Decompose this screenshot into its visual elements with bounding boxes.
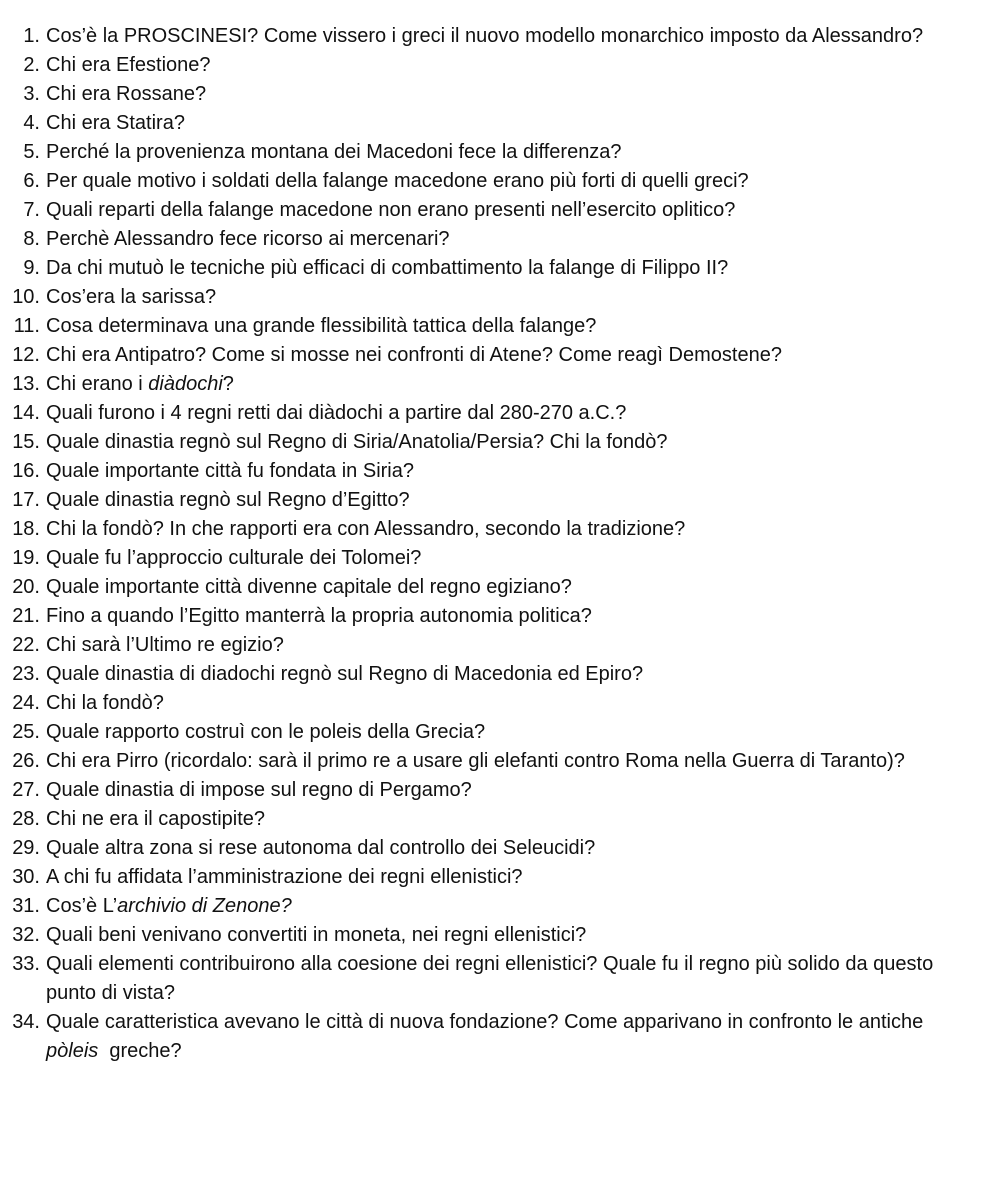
item-number: 25. (12, 721, 40, 743)
list-item (6, 254, 963, 283)
list-item (6, 80, 963, 109)
item-text: Quale dinastia di diadochi regnò sul Regno di Macedonia ed Epiro? (46, 663, 644, 685)
list-item (6, 834, 963, 863)
item-number: 13. (12, 373, 40, 395)
item-text: Per quale motivo i soldati della falange macedone erano più forti di quelli greci? (46, 170, 749, 192)
item-text: Quale importante città fu fondata in Siria? (46, 460, 414, 482)
list-item (6, 428, 963, 457)
list-item (6, 225, 963, 254)
item-number: 34. (12, 1011, 40, 1033)
item-text: Fino a quando l’Egitto manterrà la propria autonomia politica? (46, 605, 592, 627)
list-item (6, 631, 963, 660)
item-text: Chi era Pirro (ricordalo: sarà il primo re a usare gli elefanti contro Roma nella Guerra di Taranto)? (46, 750, 905, 772)
item-number: 24. (12, 692, 40, 714)
list-item (6, 950, 963, 1008)
item-number: 14. (12, 402, 40, 424)
item-number: 18. (12, 518, 40, 540)
list-item (6, 1008, 963, 1066)
item-number: 23. (12, 663, 40, 685)
item-text: Chi era Antipatro? Come si mosse nei confronti di Atene? Come reagì Demostene? (46, 344, 782, 366)
list-item (6, 312, 963, 341)
list-item (6, 573, 963, 602)
item-text: Chi era Rossane? (46, 83, 207, 105)
list-item (6, 370, 963, 399)
list-item (6, 747, 963, 776)
item-text: Quale caratteristica avevano le città di nuova fondazione? Come apparivano in confronto le antiche pòleis greche? (46, 1011, 924, 1062)
item-text: Quali reparti della falange macedone non erano presenti nell’esercito oplitico? (46, 199, 736, 221)
item-number: 32. (12, 924, 40, 946)
item-text: Quale altra zona si rese autonoma dal controllo dei Seleucidi? (46, 837, 596, 859)
list-item (6, 167, 963, 196)
item-number: 11. (13, 315, 40, 337)
item-text: Da chi mutuò le tecniche più efficaci di combattimento la falange di Filippo II? (46, 257, 729, 279)
item-text: Chi era Statira? (46, 112, 185, 134)
item-text: Cos’è L’archivio di Zenone? (46, 895, 292, 917)
item-number: 7. (23, 199, 40, 221)
item-text: Chi la fondò? (46, 692, 164, 714)
item-text: Quali elementi contribuirono alla coesione dei regni ellenistici? Quale fu il regno più solido da questo punto di vista? (46, 953, 934, 1004)
item-number: 19. (12, 547, 40, 569)
item-number: 3. (23, 83, 40, 105)
list-item (6, 602, 963, 631)
item-number: 27. (12, 779, 40, 801)
item-number: 16. (12, 460, 40, 482)
list-item (6, 892, 963, 921)
item-text: Quale dinastia regnò sul Regno d’Egitto? (46, 489, 410, 511)
item-number: 8. (23, 228, 40, 250)
item-text: Chi la fondò? In che rapporti era con Alessandro, secondo la tradizione? (46, 518, 686, 540)
item-number: 22. (12, 634, 40, 656)
item-number: 30. (12, 866, 40, 888)
list-item (6, 196, 963, 225)
list-item (6, 138, 963, 167)
item-text: Quali furono i 4 regni retti dai diàdochi a partire dal 280-270 a.C.? (46, 402, 627, 424)
list-item (6, 718, 963, 747)
item-text: Quale dinastia di impose sul regno di Pergamo? (46, 779, 472, 801)
item-number: 12. (12, 344, 40, 366)
item-text: Chi sarà l’Ultimo re egizio? (46, 634, 284, 656)
list-item (6, 776, 963, 805)
item-number: 4. (23, 112, 40, 134)
item-text: Quale rapporto costruì con le poleis della Grecia? (46, 721, 486, 743)
list-item (6, 51, 963, 80)
list-item (6, 341, 963, 370)
item-text: Chi ne era il capostipite? (46, 808, 266, 830)
item-text: Quale dinastia regnò sul Regno di Siria/Anatolia/Persia? Chi la fondò? (46, 431, 668, 453)
list-item (6, 22, 963, 51)
list-item (6, 689, 963, 718)
item-text: Quale importante città divenne capitale del regno egiziano? (46, 576, 572, 598)
item-number: 10. (12, 286, 40, 308)
item-number: 29. (12, 837, 40, 859)
list-item (6, 515, 963, 544)
item-number: 20. (12, 576, 40, 598)
item-text: Cos’era la sarissa? (46, 286, 217, 308)
item-text: Cos’è la PROSCINESI? Come vissero i greci il nuovo modello monarchico imposto da Alessandro? (46, 25, 924, 47)
item-text: Chi era Efestione? (46, 54, 211, 76)
item-text: Chi erano i diàdochi? (46, 373, 234, 395)
item-text: Quale fu l’approccio culturale dei Tolomei? (46, 547, 422, 569)
item-number: 15. (12, 431, 40, 453)
list-item (6, 399, 963, 428)
item-number: 21. (12, 605, 40, 627)
list-item (6, 486, 963, 515)
item-number: 26. (12, 750, 40, 772)
item-number: 1. (23, 25, 40, 47)
list-item (6, 457, 963, 486)
item-text: Cosa determinava una grande flessibilità tattica della falange? (46, 315, 597, 337)
item-number: 28. (12, 808, 40, 830)
item-text: Quali beni venivano convertiti in moneta, nei regni ellenistici? (46, 924, 587, 946)
list-item (6, 109, 963, 138)
list-item (6, 863, 963, 892)
item-number: 2. (23, 54, 40, 76)
item-number: 5. (23, 141, 40, 163)
list-item (6, 660, 963, 689)
item-number: 17. (12, 489, 40, 511)
item-text: Perché la provenienza montana dei Macedoni fece la differenza? (46, 141, 622, 163)
item-number: 33. (12, 953, 40, 975)
list-item (6, 921, 963, 950)
list-item (6, 805, 963, 834)
item-number: 9. (23, 257, 40, 279)
item-number: 6. (23, 170, 40, 192)
list-item (6, 283, 963, 312)
item-text: Perchè Alessandro fece ricorso ai mercenari? (46, 228, 450, 250)
list-item (6, 544, 963, 573)
item-text: A chi fu affidata l’amministrazione dei regni ellenistici? (46, 866, 523, 888)
item-number: 31. (12, 895, 40, 917)
